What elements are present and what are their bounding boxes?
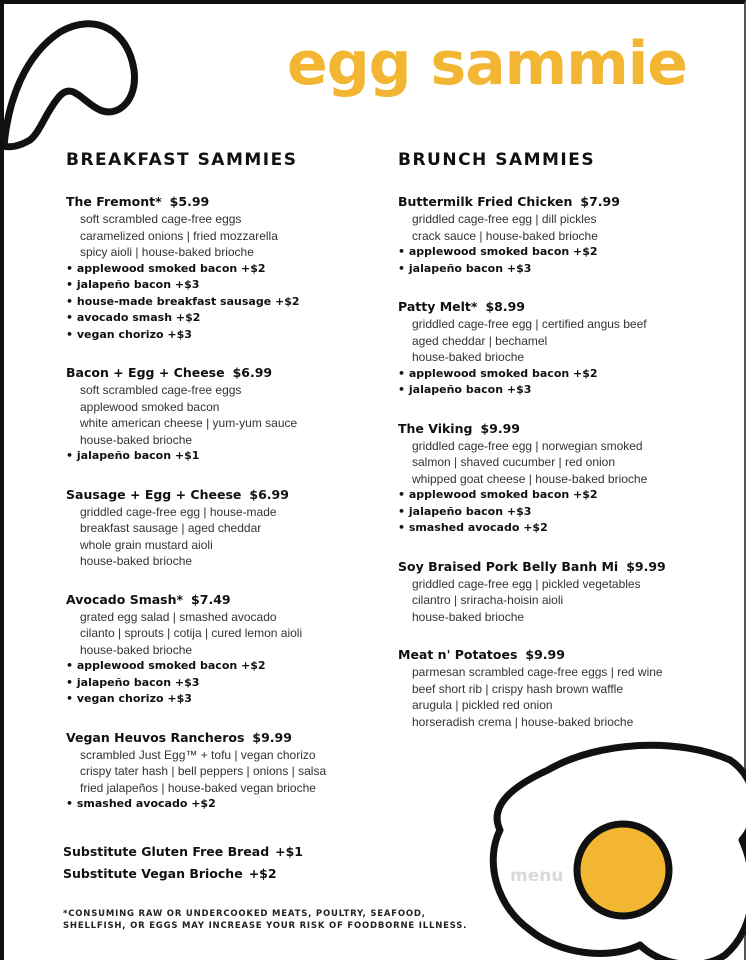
menu-item-description: spicy aioli | house-baked brioche bbox=[80, 245, 254, 259]
menu-item-description: caramelized onions | fried mozzarella bbox=[80, 228, 278, 243]
menu-item-description: cilantro | sriracha-hoisin aioli bbox=[412, 593, 564, 607]
menu-item-description: house-baked brioche bbox=[412, 350, 525, 364]
menu-item-addon: • smashed avocado +$2 bbox=[66, 796, 366, 813]
menu-item-addon: • jalapeño bacon +$3 bbox=[66, 675, 366, 692]
section-title: BRUNCH SAMMIES bbox=[398, 150, 596, 170]
menu-item-description: crack sauce | house-baked brioche bbox=[412, 228, 598, 243]
menu-item-description: griddled cage-free egg | pickled vegetables bbox=[412, 576, 641, 591]
menu-item-description: cilanto | sprouts | cotija | cured lemon aioli bbox=[80, 626, 303, 640]
menu-item-addon: • applewood smoked bacon +$2 bbox=[398, 487, 698, 504]
menu-item-description: whipped goat cheese | house-baked brioche bbox=[412, 471, 648, 486]
menu-item-addon: • avocado smash +$2 bbox=[66, 310, 366, 327]
menu-item-description: horseradish crema | house-baked brioche bbox=[412, 714, 634, 729]
menu-item-heading bbox=[398, 421, 698, 436]
menu-item bbox=[66, 592, 366, 708]
menu-item-description: salmon | shaved cucumber | red onion bbox=[412, 455, 616, 469]
menu-item-addon: • applewood smoked bacon +$2 bbox=[398, 244, 698, 261]
menu-item bbox=[66, 194, 366, 343]
menu-item-name: Sausage + Egg + Cheese bbox=[66, 486, 242, 502]
menu-item-heading bbox=[66, 365, 366, 380]
menu-item-name: Avocado Smash* bbox=[66, 591, 184, 607]
menu-item-heading bbox=[398, 194, 698, 209]
menu-item-addon: • applewood smoked bacon +$2 bbox=[398, 366, 698, 383]
menu-item-name: Soy Braised Pork Belly Banh Mi bbox=[398, 558, 619, 574]
menu-item-heading bbox=[66, 730, 366, 745]
menu-item-description: aged cheddar | bechamel bbox=[412, 333, 548, 348]
menu-item-price: $9.99 bbox=[252, 729, 292, 745]
fried-egg-yolk bbox=[577, 824, 669, 916]
menu-item-price: $5.99 bbox=[169, 194, 210, 209]
menu-item-addon: • smashed avocado +$2 bbox=[398, 520, 698, 537]
menu-item-name: Meat n' Potatoes bbox=[398, 647, 518, 662]
menu-item-addon: • house-made breakfast sausage +$2 bbox=[66, 294, 366, 311]
menu-item-description: scrambled Just Egg™ + tofu | vegan chorizo bbox=[80, 747, 316, 762]
menu-item bbox=[398, 421, 698, 537]
menu-item-name: The Fremont* bbox=[66, 194, 162, 209]
menu-item-description: soft scrambled cage-free eggs bbox=[80, 383, 242, 397]
menu-item-price: $7.49 bbox=[191, 591, 231, 607]
disclaimer: *CONSUMING RAW OR UNDERCOOKED MEATS, POULTRY, SEAFOOD, SHELLFISH, OR EGGS MAY INCREASE YOUR RISK OF FOODBORNE ILLNESS. bbox=[63, 909, 468, 931]
menu-item bbox=[66, 487, 366, 570]
brand-logo: egg sammie bbox=[287, 29, 687, 99]
menu-item bbox=[398, 647, 698, 730]
menu-item-description: griddled cage-free egg | dill pickles bbox=[412, 212, 597, 226]
menu-item bbox=[398, 299, 698, 399]
menu-item bbox=[398, 194, 698, 277]
menu-item-description: grated egg salad | smashed avocado bbox=[80, 609, 277, 624]
menu-item-description: house-baked brioche bbox=[80, 554, 193, 568]
menu-item-name: Bacon + Egg + Cheese bbox=[66, 365, 225, 380]
menu-item-name: Vegan Heuvos Rancheros bbox=[66, 729, 245, 745]
menu-item-description: beef short rib | crispy hash brown waffle bbox=[412, 681, 623, 696]
breakfast-items bbox=[66, 194, 366, 813]
menu-item-name: Patty Melt* bbox=[398, 299, 478, 314]
substitute-price: +$2 bbox=[248, 866, 277, 881]
brunch-items bbox=[398, 194, 698, 730]
menu-item-description: griddled cage-free egg | house-made bbox=[80, 504, 277, 519]
substitute-label: Substitute Gluten Free Bread bbox=[63, 844, 270, 859]
menu-item-description: fried jalapeños | house-baked vegan brioche bbox=[80, 780, 316, 795]
substitute-label: Substitute Vegan Brioche bbox=[63, 866, 243, 881]
menu-item-heading bbox=[66, 487, 366, 502]
menu-item-price: $9.99 bbox=[626, 558, 666, 574]
menu-item-description: breakfast sausage | aged cheddar bbox=[80, 521, 262, 535]
menu-item-heading bbox=[66, 592, 366, 607]
menu-item-description: griddled cage-free egg | norwegian smoked bbox=[412, 438, 643, 453]
watermark: menu bbox=[510, 866, 564, 886]
menu-item-description: soft scrambled cage-free eggs bbox=[80, 212, 242, 226]
egg-outline-top-left bbox=[4, 24, 135, 147]
menu-item-heading bbox=[398, 559, 698, 574]
menu-item-description: arugula | pickled red onion bbox=[412, 698, 553, 712]
menu-item-addon: • jalapeño bacon +$1 bbox=[66, 448, 366, 465]
menu-item-price: $9.99 bbox=[480, 420, 520, 436]
menu-item-description: parmesan scrambled cage-free eggs | red wine bbox=[412, 665, 663, 679]
menu-item-addon: • jalapeño bacon +$3 bbox=[66, 277, 366, 294]
menu-item bbox=[66, 365, 366, 465]
section-title: BREAKFAST SAMMIES bbox=[66, 150, 298, 170]
menu-item-heading bbox=[66, 194, 366, 209]
menu-item-price: $7.99 bbox=[580, 194, 620, 209]
menu-item-addon: • jalapeño bacon +$3 bbox=[398, 261, 698, 278]
menu-item-addon: • jalapeño bacon +$3 bbox=[398, 504, 698, 521]
menu-item-name: Buttermilk Fried Chicken bbox=[398, 194, 573, 209]
menu-item-description: applewood smoked bacon bbox=[80, 399, 220, 414]
menu-item-addon: • vegan chorizo +$3 bbox=[66, 327, 366, 344]
substitute-gluten-free bbox=[63, 844, 303, 859]
menu-item bbox=[66, 730, 366, 813]
menu-item-description: house-baked brioche bbox=[80, 642, 193, 657]
menu-item-price: $8.99 bbox=[485, 299, 525, 314]
menu-item-price: $6.99 bbox=[249, 486, 289, 502]
substitute-price: +$1 bbox=[275, 844, 304, 859]
menu-item-addon: • vegan chorizo +$3 bbox=[66, 691, 366, 708]
substitutions bbox=[63, 844, 303, 888]
menu-item-description: white american cheese | yum-yum sauce bbox=[80, 416, 298, 430]
menu-item-addon: • jalapeño bacon +$3 bbox=[398, 382, 698, 399]
menu-item-addon: • applewood smoked bacon +$2 bbox=[66, 261, 366, 278]
menu-item-heading bbox=[398, 647, 698, 662]
breakfast-column bbox=[66, 150, 366, 835]
menu-item-heading bbox=[398, 299, 698, 314]
menu-item-price: $6.99 bbox=[232, 365, 273, 380]
menu-item-description: griddled cage-free egg | certified angus beef bbox=[412, 317, 647, 331]
menu-item-description: whole grain mustard aioli bbox=[80, 537, 213, 552]
menu-item-addon: • applewood smoked bacon +$2 bbox=[66, 658, 366, 675]
brunch-column bbox=[398, 150, 698, 752]
menu-item-description: crispy tater hash | bell peppers | onions | salsa bbox=[80, 764, 327, 778]
menu-item-description: house-baked brioche bbox=[412, 609, 525, 624]
menu-item-description: house-baked brioche bbox=[80, 432, 193, 447]
substitute-vegan-brioche bbox=[63, 866, 303, 881]
menu-item-name: The Viking bbox=[398, 420, 473, 436]
menu-item-price: $9.99 bbox=[525, 647, 565, 662]
menu-item bbox=[398, 559, 698, 626]
